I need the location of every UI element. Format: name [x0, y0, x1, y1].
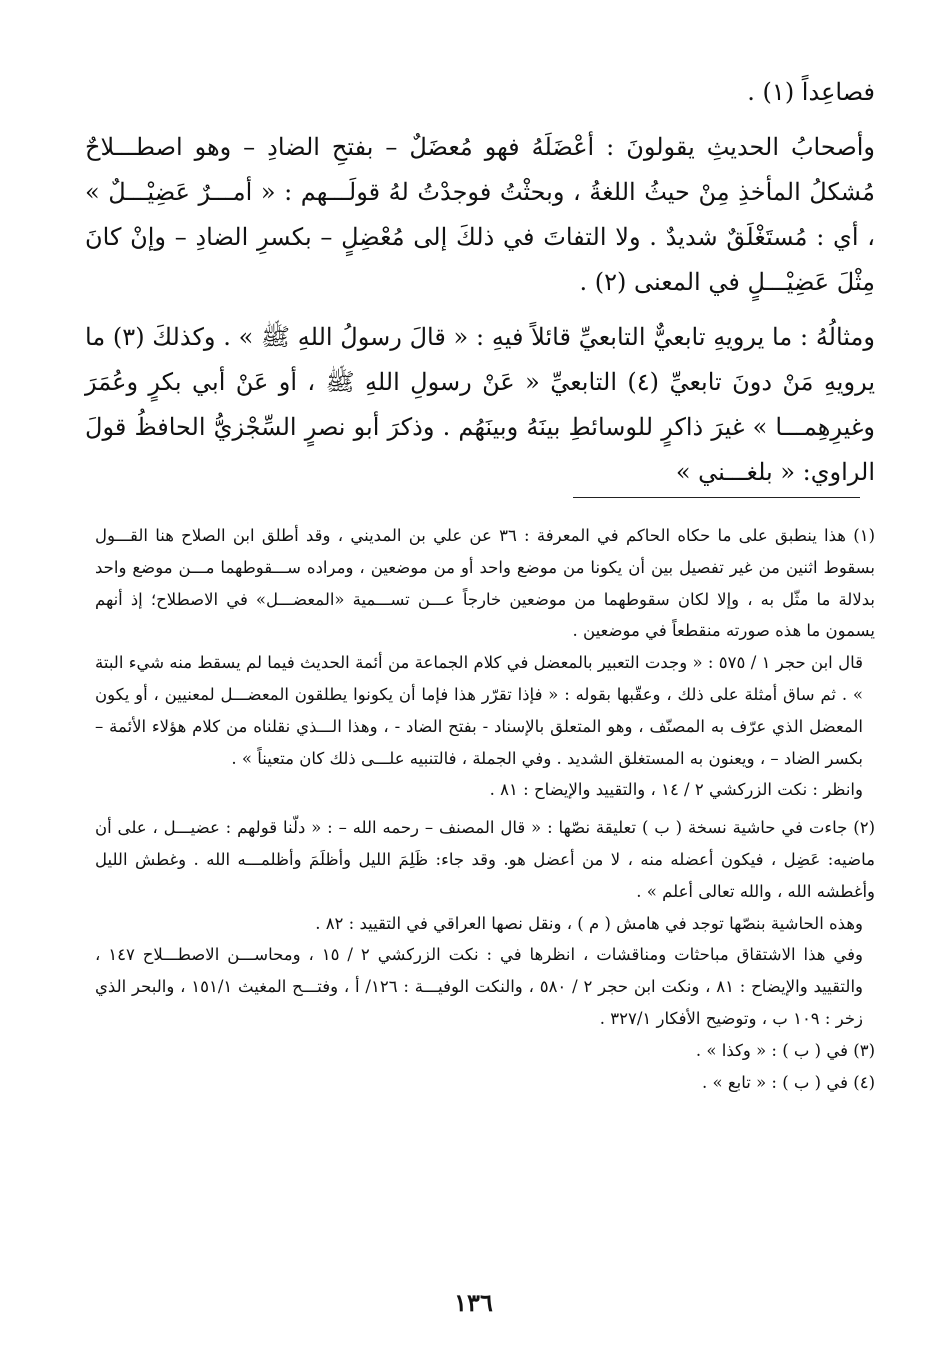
footnote-2: (٢) جاءت في حاشية نسخة ( ب ) تعليقة نصّها : « قال المصنف – رحمه الله – : « دلّنا قولهم : عضيـــل ، على أن ماضيه: عَضِل ، فيكون أعضله منه ، لا من أعضل هو. وقد جاء: ظَلِمَ الليل وأظلَمَ وأظلمـــه الله . وغطش الليل وأغطشه الله ، والله تعالى أعلم » .	[95, 818, 875, 901]
footnote-1-quote: قال ابن حجر ١ / ٥٧٥ : « وجدت التعبير بالمعضل في كلام الجماعة من أئمة الحديث فيما لم يسقط منه شيء البتة » . ثم ساق أمثلة على ذلك ، وعقّبها بقوله : « فإذا تقرّر هذا فإما أن يكونوا يطلقون المعضـــل لمعنيين ، أو يكون المعضل الذي عرّف به المصنّف ، وهو المتعلق بالإسناد - بفتح الضاد - ، وهذا الـــذي نقلناه من كلام هؤلاء الأئمة – بكسر الضاد – ، ويعنون به المستغلق الشديد . وفي الجملة ، فالتنبيه علـــى ذلك كان متعيناً » .	[95, 653, 863, 768]
paragraph-example: ومثالُهُ : ما يرويهِ تابعيٌّ التابعيِّ قائلاً فيهِ : « قالَ رسولُ اللهِ ﷺ » . وكذلكَ (٣) ما يرويهِ مَنْ دونَ تابعيِّ (٤) التابعيِّ « عَنْ رسولِ اللهِ ﷺ ، أو عَنْ أبي بكرٍ وعُمَرَ وغيرِهِمـــا » غيرَ ذاكرٍ للوسائطِ بينَهُ وبينَهُم . وذكرَ أبو نصرٍ السِّجْزيُّ الحافظُ قولَ الراوي: « بلغـــني »	[85, 323, 875, 486]
footnote-3: (٣) في ( ب ) : « وكذا » .	[695, 1040, 875, 1060]
main-text	[85, 70, 875, 495]
footnotes	[95, 520, 875, 1098]
footnote-separator	[573, 497, 860, 498]
footnote-1: (١) هذا ينطبق على ما حكاه الحاكم في المعرفة : ٣٦ عن علي بن المديني ، وقد أطلق ابن الصلاح هنا القـــول بسقوط اثنين من غير تفصيل بين أن يكونا من موضع واحد أو من موضعين ، ومراده ســـقوطهما مـــن موضع واحد بدلالة ما مثّل به ، وإلا لكان سقوطهما من موضعين خارجاً عـــن تســـمية «المعضـــل» في الاصطلاح؛ إذ أنهم يسمون ما هذه صورته منقطعاً في موضعين .	[95, 526, 875, 641]
footnote-1-refs: وانظر : نكت الزركشي ٢ / ١٤ ، والتقييد والإيضاح : ٨١ .	[489, 780, 863, 800]
page-number: ١٣٦	[454, 1288, 493, 1317]
footnote-2-note: وهذه الحاشية بنصّها توجد في هامش ( م ) ، ونقل نصها العراقي في التقييد : ٨٢ .	[315, 913, 863, 933]
paragraph-definition: وأصحابُ الحديثِ يقولونَ : أعْضَلَهُ فهو مُعضَلٌ – بفتحِ الضادِ – وهو اصطـــلاحٌ مُشكلُ المأخذِ مِنْ حيثُ اللغةُ ، وبحثْتُ فوجدْتُ لهُ قولَـــهم : « أمـــرٌ عَضِيْـــلٌ » ، أي : مُستَغْلَقٌ شديدٌ . ولا التفاتَ في ذلكَ إلى مُعْضِلٍ – بكسرِ الضادِ – وإنْ كانَ مِثْلَ عَضِيْـــلٍ في المعنى (٢) .	[85, 133, 875, 296]
footnote-2-refs: وفي هذا الاشتقاق مباحثات ومناقشات ، انظرها في : نكت الزركشي ٢ / ١٥ ، ومحاســـن الاصطـــلاح ١٤٧ ، والتقييد والإيضاح : ٨١ ، ونكت ابن حجر ٢ / ٥٨٠ ، والنكت الوفيـــة : ١٢٦/ أ ، وفتـــح المغيث ١٥١/١ ، والبحر الذي زخر : ١٠٩ ب ، وتوضيح الأفكار ٣٢٧/١ .	[95, 945, 863, 1028]
paragraph-intro: فصاعِداً (١) .	[747, 78, 875, 106]
footnote-4: (٤) في ( ب ) : « تابع » .	[702, 1072, 875, 1092]
